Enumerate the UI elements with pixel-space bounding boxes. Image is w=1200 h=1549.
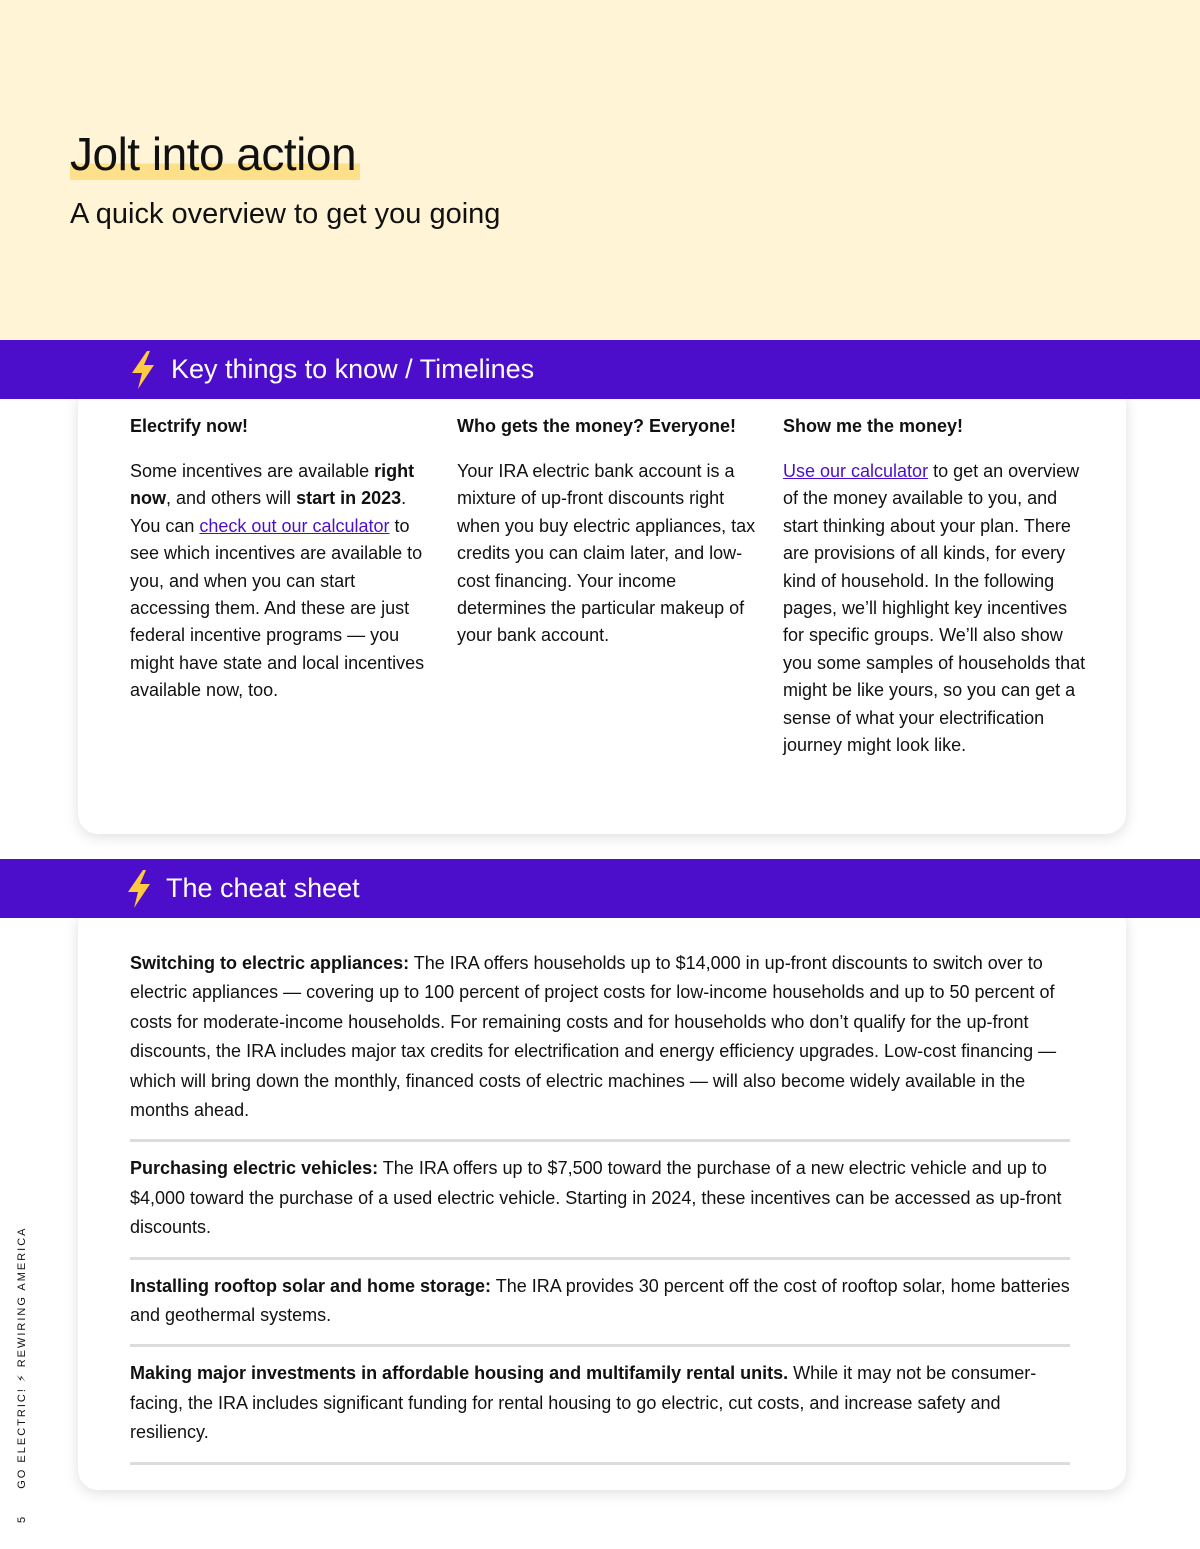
cheat-item-vehicles: [130, 1154, 1070, 1256]
column-body: [130, 456, 436, 705]
cheat-item-text: [130, 949, 1070, 1139]
cheat-item-text: [130, 1272, 1070, 1345]
lightning-bolt-icon: [128, 350, 158, 390]
cheat-item-lead: Purchasing electric vehicles:: [130, 1158, 379, 1179]
cheat-item-appliances: [130, 949, 1070, 1139]
body-text: , and others will: [166, 488, 297, 509]
section-title: The cheat sheet: [166, 873, 360, 903]
page-subtitle: A quick overview to get you going: [70, 198, 501, 230]
page-footer: [15, 1227, 28, 1524]
column-body: Your IRA electric bank account is a mixture of up-front discounts right when you buy electric appliances, tax credits you can claim later, and low-cost financing. Your income determines the particular makeup of your bank account.: [457, 461, 756, 646]
column-heading: Electrify now!: [130, 416, 249, 436]
divider: [130, 1139, 1070, 1142]
column-who-gets-money: [457, 413, 759, 650]
section-header-cheat-sheet: [0, 859, 1200, 918]
key-things-card: [78, 385, 1126, 834]
cheat-item-solar: [130, 1272, 1070, 1345]
cheat-item-housing: [130, 1359, 1070, 1461]
column-heading: Show me the money!: [783, 416, 964, 436]
section-header-key-things: [0, 340, 1200, 399]
divider: [130, 1257, 1070, 1260]
emphasis-text: right now: [130, 461, 415, 509]
cheat-item-body: The IRA offers households up to $14,000 in up-front discounts to switch over to electric appliances — covering up to 100 percent of project costs for low-income households and up to 50 percent of costs for moderate-income households. For remaining costs and for households who don’t qualify for the up-front discounts, the IRA includes major tax credits for electrification and energy efficiency upgrades. Low-cost financing — which will bring down the monthly, financed costs of electric machines — will also become widely available in the months ahead.: [130, 953, 1057, 1121]
hero-banner: [0, 0, 1200, 340]
body-text: . You can: [130, 488, 407, 536]
column-heading: Who gets the money? Everyone!: [457, 416, 737, 436]
cheat-sheet-card: [78, 905, 1126, 1490]
emphasis-text: start in 2023: [296, 488, 402, 509]
body-text: to see which incentives are available to you, and when you can start accessing them. And these are just federal incentive programs — you might have state and local incentives available now, too.: [130, 515, 425, 701]
column-electrify-now: [130, 413, 436, 705]
body-text: Some incentives are available: [130, 461, 375, 481]
cheat-item-lead: Making major investments in affordable housing and multifamily rental units.: [130, 1363, 789, 1384]
body-text: to get an overview of the money available to you, and start thinking about your plan. There are provisions of all kinds, for every kind of household. In the following pages, we’ll highlight key incentives for specific groups. We’ll also show you some samples of households that might be like yours, so you can get a sense of what your electrification journey might look like.: [783, 461, 1086, 756]
section-title: Key things to know / Timelines: [171, 354, 535, 384]
column-body: [783, 456, 1089, 759]
cheat-item-lead: Installing rooftop solar and home storage:: [130, 1275, 492, 1296]
calculator-link[interactable]: check out our calculator: [199, 515, 390, 536]
cheat-item-text: [130, 1359, 1070, 1461]
cheat-item-text: [130, 1154, 1070, 1256]
calculator-link[interactable]: Use our calculator: [783, 461, 929, 481]
divider: [130, 1462, 1070, 1465]
column-show-me-money: [783, 413, 1089, 759]
cheat-item-body: While it may not be consumer-facing, the IRA includes significant funding for rental housing to go electric, cut costs, and increase safety and resiliency.: [130, 1363, 1037, 1443]
running-title: GO ELECTRIC! ⚡ REWIRING AMERICA: [16, 1226, 28, 1489]
cheat-item-body: The IRA provides 30 percent off the cost of rooftop solar, home batteries and geothermal systems.: [130, 1275, 1070, 1326]
page-number: 5: [16, 1514, 28, 1523]
lightning-bolt-icon: [124, 869, 154, 909]
cheat-item-lead: Switching to electric appliances:: [130, 953, 410, 973]
cheat-item-body: The IRA offers up to $7,500 toward the purchase of a new electric vehicle and up to $4,000 toward the purchase of a used electric vehicle. Starting in 2024, these incentives can be accessed as up-front discounts.: [130, 1158, 1062, 1238]
divider: [130, 1344, 1070, 1347]
page-title: Jolt into action: [70, 124, 360, 184]
